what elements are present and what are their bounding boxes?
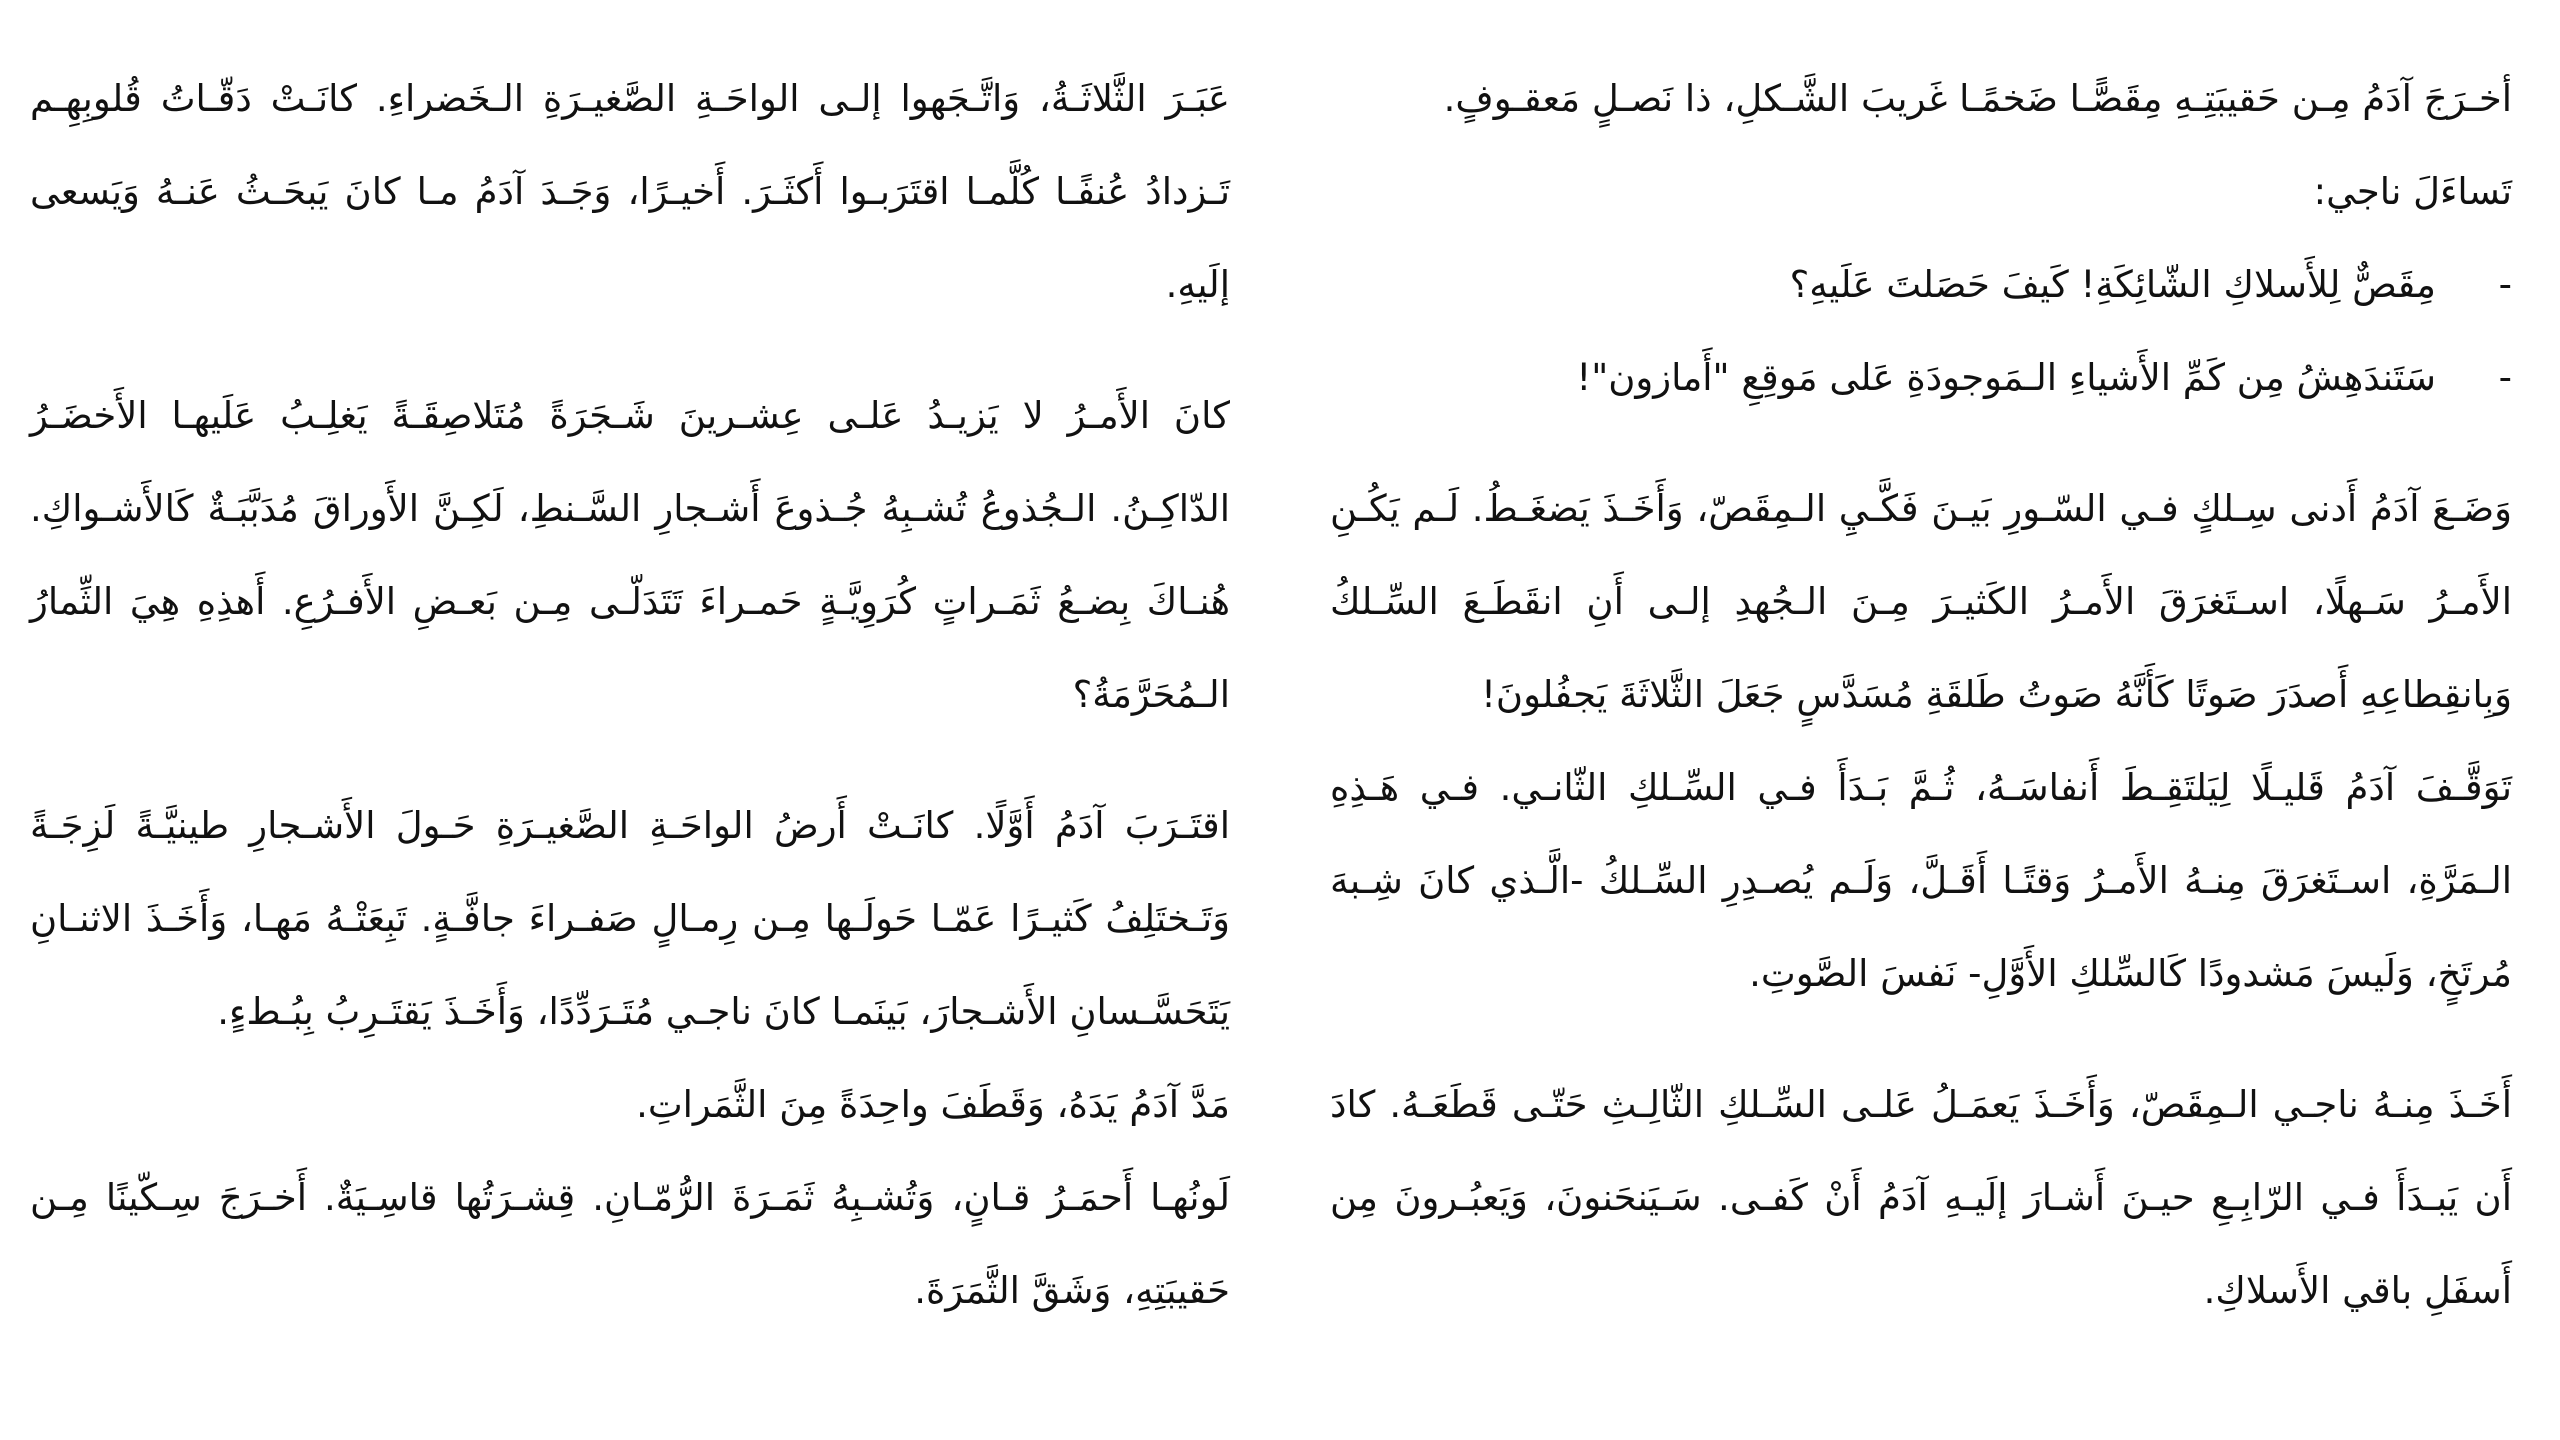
paragraph-third-wire: أَخَـذَ مِنـهُ ناجـي الـمِقَصّ، وَأَخَـذَ يَعمَـلُ عَلـى السِّـلكِ الثّالِـثِ حَتّـى قَطَعَـهُ. كادَ أَن يَبـدَأَ فـي الرّابِـعِ حيـنَ أَشـارَ إلَيـهِ آدَمُ أَنْ كَفـى. سَـيَنحَنونَ، وَيَعبُـرونَ مِن أَسفَلِ باقي الأَسلاكِ. bbox=[1330, 1083, 2512, 1312]
paragraph-adam-approaches: اقتَـرَبَ آدَمُ أَوَّلًا. كانَـتْ أَرضُ الواحَـةِ الصَّغيـرَةِ حَـولَ الأَشـجارِ طينيَّـةً لَزِجَـةً وَتَـختَلِفُ كَثيـرًا عَمّـا حَولَـها مِـن رِمـالٍ صَفـراءَ جافَّـةٍ. تَبِعَتْـهُ مَهـا، وَأَخَـذَ الاثنـانِ يَتَحَسَّـسانِ الأَشـجارَ، بَينَمـا كانَ ناجـي مُتَـرَدِّدًا، وَأَخَـذَ يَقتَـرِبُ بِبُـطءٍ. bbox=[30, 804, 1230, 1033]
dialog-line-question bbox=[1330, 238, 2512, 331]
dialog-dash: - bbox=[2498, 356, 2512, 399]
paragraph-scissors-intro: أخـرَجَ آدَمُ مِـن حَقيبَتِـهِ مِقَصًّـا ضَخمًـا غَريبَ الشَّـكلِ، ذا نَصـلٍ مَعقـوفٍ. bbox=[1443, 77, 2512, 120]
paragraph-picks-fruit: مَدَّ آدَمُ يَدَهُ، وَقَطَفَ واحِدَةً مِنَ الثَّمَراتِ. bbox=[636, 1083, 1230, 1126]
dialog-text: مِقَصٌّ لِلأَسلاكِ الشّائِكَةِ! كَيفَ حَصَلتَ عَلَيهِ؟ bbox=[1789, 263, 2436, 306]
left-page-column bbox=[30, 52, 1230, 1337]
paragraph-trees-description: كانَ الأَمـرُ لا يَزيـدُ عَلـى عِشـرينَ شَـجَرَةً مُتَلاصِقَـةً يَغلِـبُ عَلَيهـا الأَخضَـرُ الدّاكِـنُ. الـجُذوعُ تُشـبِهُ جُـذوعَ أَشـجارِ السَّـنطِ، لَكِـنَّ الأَوراقَ مُدَبَّبَـةٌ كَالأَشـواكِ. هُنـاكَ بِضـعُ ثَمَـراتٍ كُرَوِيَّـةٍ حَمـراءَ تَتَدَلّـى مِـن بَعـضِ الأَفـرُعِ. أَهذِهِ هِيَ الثِّمارُ الـمُحَرَّمَةُ؟ bbox=[30, 394, 1230, 716]
dialog-line-answer bbox=[1330, 331, 2512, 424]
dialog-text: سَتَندَهِشُ مِن كَمِّ الأَشياءِ الـمَوجودَةِ عَلى مَوقِعِ "أَمازون"! bbox=[1576, 356, 2436, 399]
paragraph-first-wire: وَضَـعَ آدَمُ أَدنى سِـلكٍ فـي السّـورِ بَيـنَ فَكَّـيِ الـمِقَصّ، وَأَخَـذَ يَضغَـطُ. لَـم يَكُـنِ الأَمـرُ سَـهلًا، اسـتَغرَقَ الأَمـرُ الكَثيـرَ مِـنَ الـجُهدِ إلـى أَنِ انقَطَـعَ السِّـلكُ وَبِانقِطاعِهِ أَصدَرَ صَوتًا كَأَنَّهُ صَوتُ طَلقَةِ مُسَدَّسٍ جَعَلَ الثَّلاثَةَ يَجفُلونَ! bbox=[1330, 487, 2512, 716]
right-page-column bbox=[1330, 52, 2512, 1337]
paragraph-second-wire: تَوَقَّـفَ آدَمُ قَليـلًا لِيَلتَقِـطَ أَنفاسَـهُ، ثُـمَّ بَـدَأَ فـي السِّـلكِ الثّانـي. فـي هَـذِهِ الـمَرَّةِ، اسـتَغرَقَ مِنـهُ الأَمـرُ وَقتًـا أَقَـلَّ، وَلَـم يُصـدِرِ السِّـلكُ -الَّـذي كانَ شِـبهَ مُرتَخٍ، وَلَيسَ مَشدودًا كَالسِّلكِ الأَوَّلِ- نَفسَ الصَّوتِ. bbox=[1330, 766, 2512, 995]
paragraph-naji-asks: تَساءَلَ ناجي: bbox=[2313, 170, 2512, 213]
paragraph-fruit-description: لَونُهـا أَحمَـرُ قـانٍ، وَتُشـبِهُ ثَمَـرَةَ الرُّمّـانِ. قِشـرَتُها قاسِـيَةٌ. أَخـرَجَ سِـكّينًا مِـن حَقيبَتِهِ، وَشَقَّ الثَّمَرَةَ. bbox=[30, 1176, 1230, 1312]
dialog-dash: - bbox=[2498, 263, 2512, 306]
paragraph-oasis-approach: عَبَـرَ الثَّلاثَـةُ، وَاتَّـجَهوا إلـى الواحَـةِ الصَّغيـرَةِ الـخَضراءِ. كانَـتْ دَقّـاتُ قُلوبِهِـم تَـزدادُ عُنفًـا كُلَّمـا اقتَرَبـوا أَكثَـرَ. أَخيـرًا، وَجَـدَ آدَمُ مـا كانَ يَبحَـثُ عَنـهُ وَيَسعى إلَيهِ. bbox=[30, 77, 1230, 306]
